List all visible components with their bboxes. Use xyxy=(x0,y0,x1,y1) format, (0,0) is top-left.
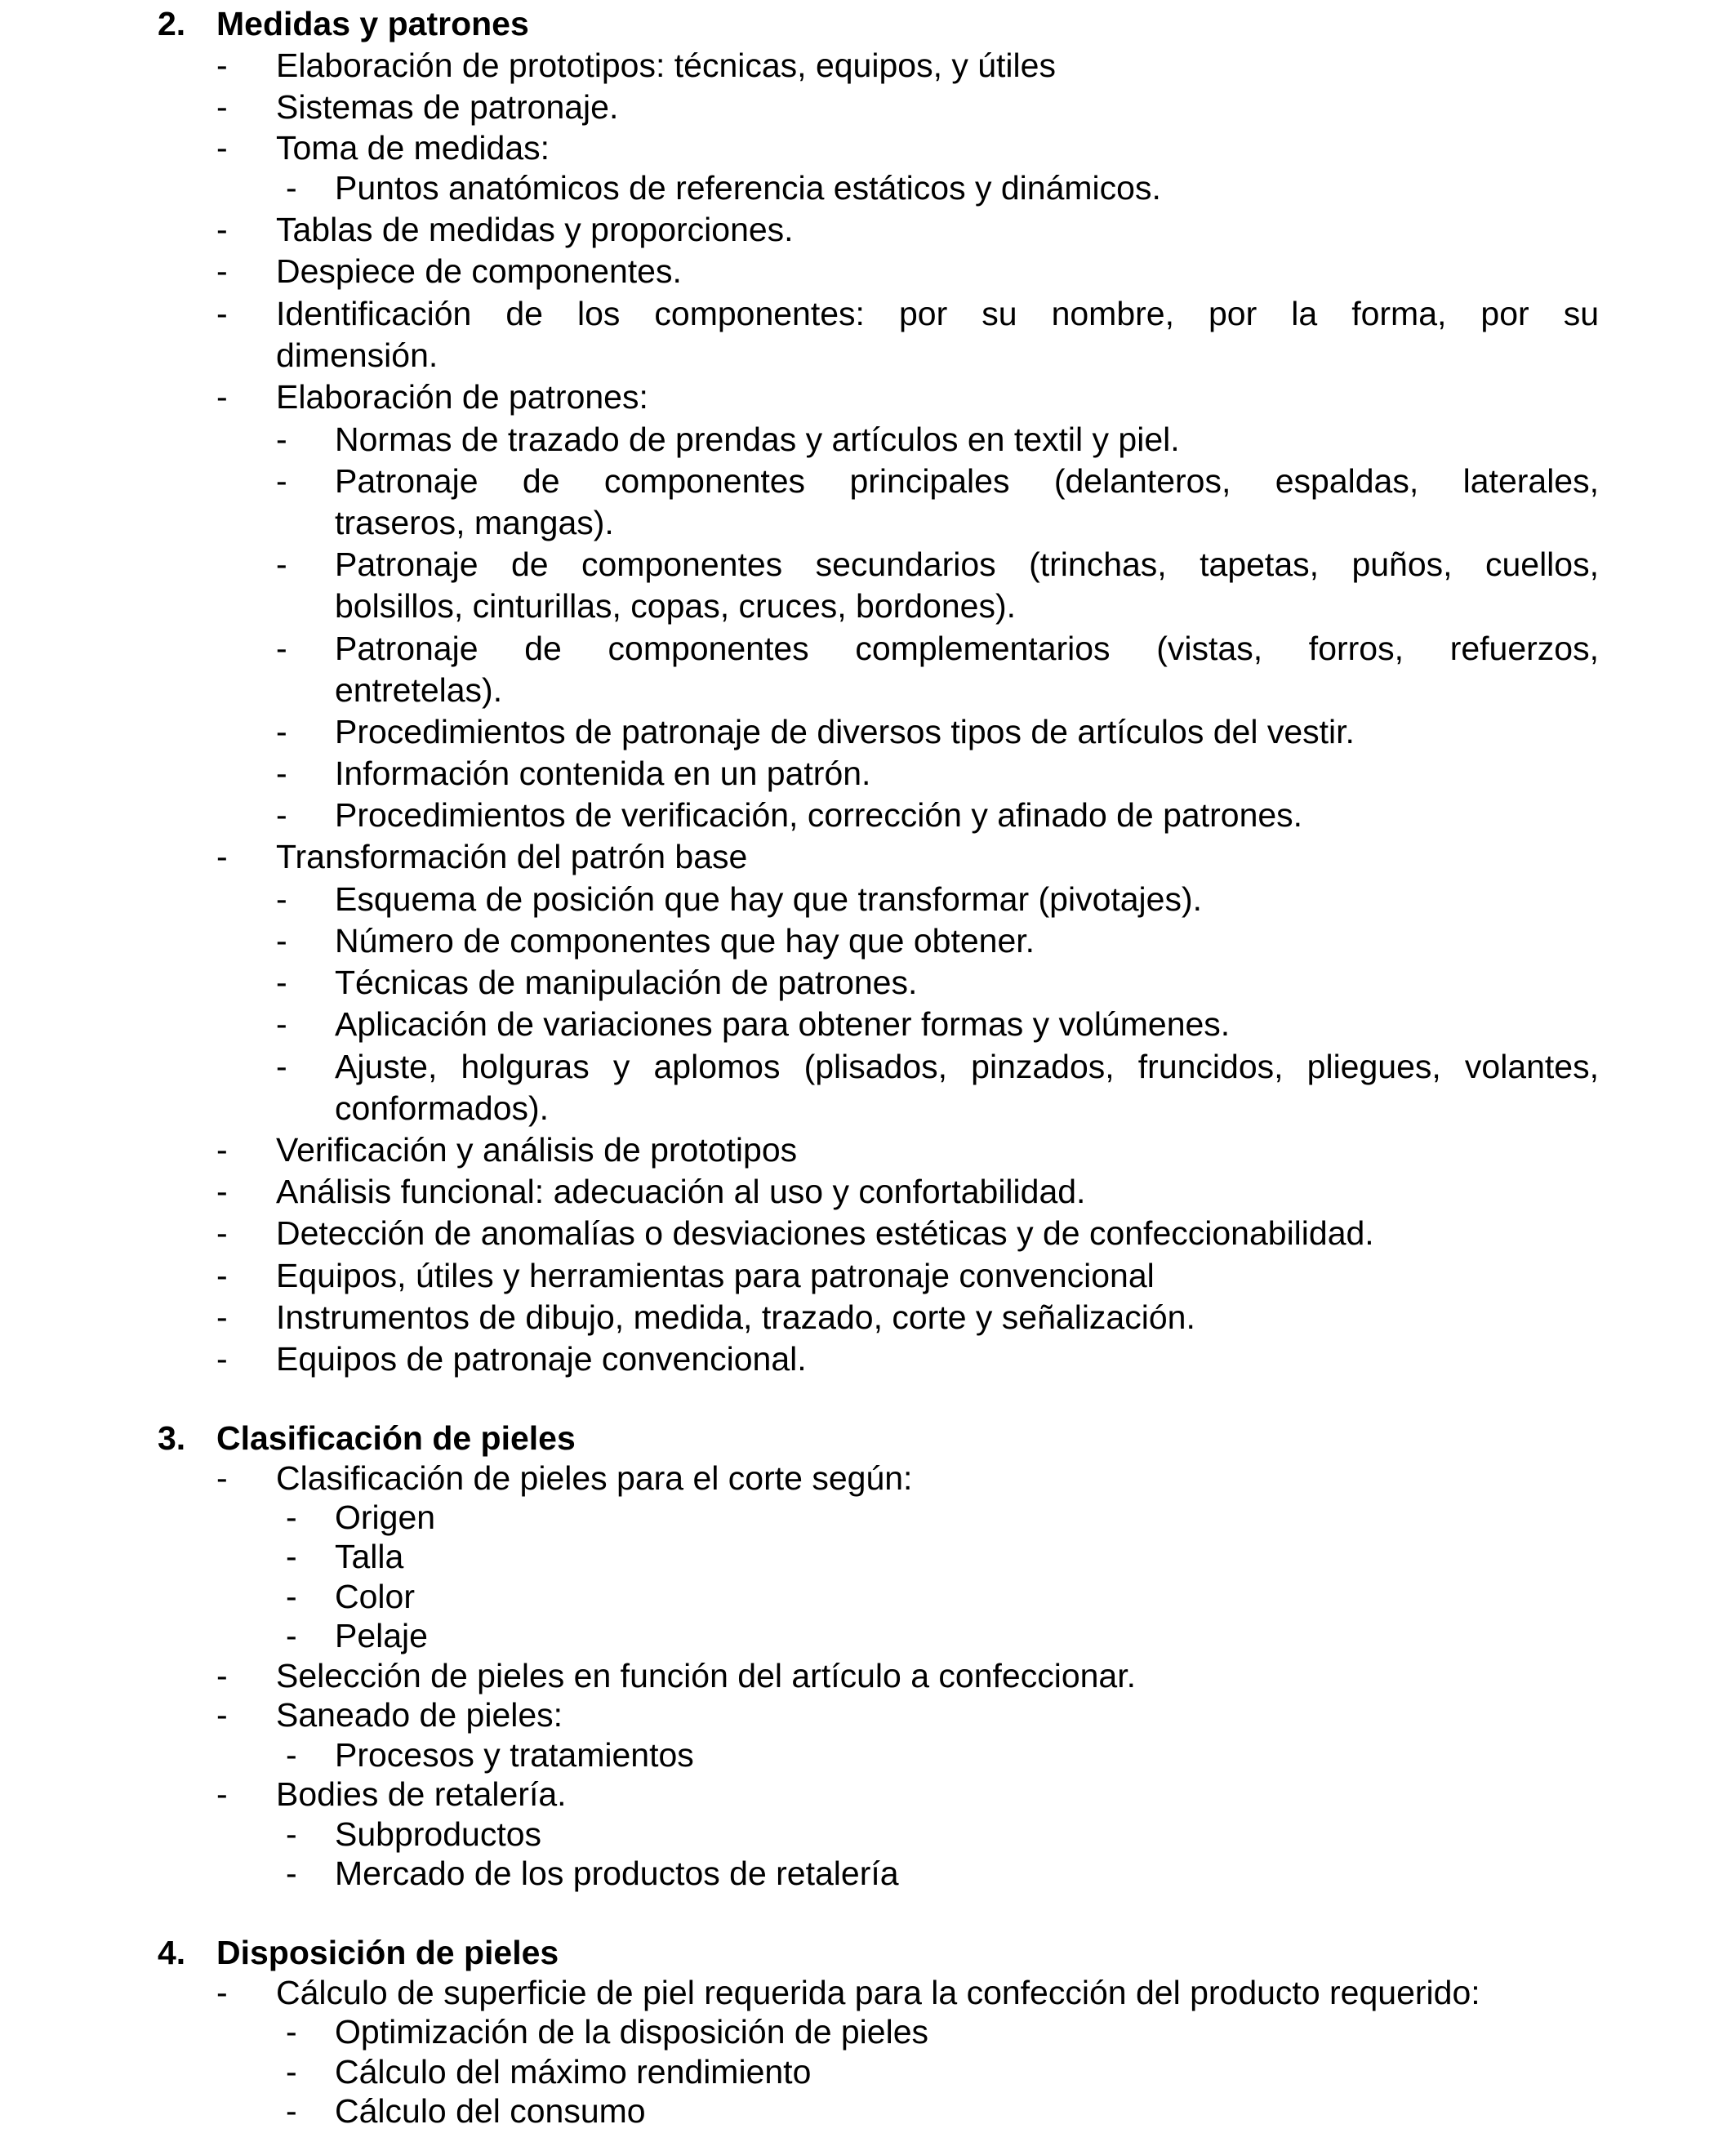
list-dash: - xyxy=(216,1775,228,1813)
list-dash: - xyxy=(286,1815,297,1853)
list-dash: - xyxy=(276,880,287,918)
list-dash: - xyxy=(286,169,297,207)
list-item-text: Análisis funcional: adecuación al uso y confortabilidad. xyxy=(276,1173,1086,1210)
list-dash: - xyxy=(216,1298,228,1336)
list-dash: - xyxy=(286,1855,297,1892)
list-dash: - xyxy=(276,1005,287,1043)
list-item-text: Patronaje de componentes secundarios (trinchas, tapetas, puños, cuellos, xyxy=(335,546,1599,583)
list-dash: - xyxy=(216,1340,228,1378)
list-item-text: conformados). xyxy=(335,1089,550,1127)
list-item-text: Subproductos xyxy=(335,1815,542,1853)
list-dash: - xyxy=(216,47,228,84)
section-title: Disposición de pieles xyxy=(216,1934,559,1971)
list-dash: - xyxy=(216,838,228,875)
list-item-text: Información contenida en un patrón. xyxy=(335,755,871,792)
list-item-text: Cálculo de superficie de piel requerida para la confección del producto requerido: xyxy=(276,1974,1480,2011)
list-dash: - xyxy=(216,378,228,416)
list-dash: - xyxy=(276,755,287,792)
list-dash: - xyxy=(216,1696,228,1734)
list-item-text: bolsillos, cinturillas, copas, cruces, bordones). xyxy=(335,587,1017,625)
list-dash: - xyxy=(286,1578,297,1615)
list-item-text: Equipos, útiles y herramientas para patronaje convencional xyxy=(276,1257,1155,1294)
list-dash: - xyxy=(276,421,287,458)
list-item-text: Optimización de la disposición de pieles xyxy=(335,2013,929,2051)
list-item-text: Instrumentos de dibujo, medida, trazado, corte y señalización. xyxy=(276,1298,1195,1336)
list-item-text: entretelas). xyxy=(335,671,503,709)
list-dash: - xyxy=(216,1459,228,1497)
list-dash: - xyxy=(276,922,287,960)
list-item-text: Bodies de retalería. xyxy=(276,1775,567,1813)
list-dash: - xyxy=(276,462,287,500)
list-item-text: Procesos y tratamientos xyxy=(335,1736,694,1774)
list-item-text: Normas de trazado de prendas y artículos en textil y piel. xyxy=(335,421,1180,458)
list-item-text: Selección de pieles en función del artículo a confeccionar. xyxy=(276,1657,1137,1694)
list-dash: - xyxy=(276,796,287,834)
list-item-text: Patronaje de componentes principales (delanteros, espaldas, laterales, xyxy=(335,462,1599,500)
list-dash: - xyxy=(216,129,228,167)
list-dash: - xyxy=(276,713,287,750)
list-dash: - xyxy=(216,295,228,332)
list-item-text: dimensión. xyxy=(276,336,438,374)
list-dash: - xyxy=(216,1974,228,2011)
list-item-text: Origen xyxy=(335,1499,436,1536)
section-number: 3. xyxy=(158,1419,186,1457)
list-item-text: Transformación del patrón base xyxy=(276,838,748,875)
list-item-text: Aplicación de variaciones para obtener formas y volúmenes. xyxy=(335,1005,1231,1043)
list-item-text: Equipos de patronaje convencional. xyxy=(276,1340,807,1378)
list-item-text: Clasificación de pieles para el corte según: xyxy=(276,1459,913,1497)
list-item-text: Número de componentes que hay que obtener. xyxy=(335,922,1035,960)
list-dash: - xyxy=(216,252,228,290)
section-number: 2. xyxy=(158,5,186,42)
section-title: Clasificación de pieles xyxy=(216,1419,576,1457)
list-item-text: Esquema de posición que hay que transformar (pivotajes). xyxy=(335,880,1203,918)
list-item-text: Tablas de medidas y proporciones. xyxy=(276,211,794,248)
list-dash: - xyxy=(286,2013,297,2051)
list-dash: - xyxy=(216,1173,228,1210)
list-item-text: Sistemas de patronaje. xyxy=(276,88,619,126)
list-dash: - xyxy=(286,1499,297,1536)
list-dash: - xyxy=(286,2053,297,2091)
list-item-text: Técnicas de manipulación de patrones. xyxy=(335,964,918,1001)
list-dash: - xyxy=(216,1131,228,1169)
list-dash: - xyxy=(286,1538,297,1575)
list-item-text: Procedimientos de patronaje de diversos tipos de artículos del vestir. xyxy=(335,713,1355,750)
section-number: 4. xyxy=(158,1934,186,1971)
list-item-text: Ajuste, holguras y aplomos (plisados, pinzados, fruncidos, pliegues, volantes, xyxy=(335,1048,1599,1085)
list-dash: - xyxy=(286,1617,297,1654)
list-item-text: Elaboración de patrones: xyxy=(276,378,648,416)
list-item-text: Detección de anomalías o desviaciones estéticas y de confeccionabilidad. xyxy=(276,1214,1374,1252)
list-dash: - xyxy=(276,630,287,667)
list-item-text: Procedimientos de verificación, corrección y afinado de patrones. xyxy=(335,796,1303,834)
list-dash: - xyxy=(216,1257,228,1294)
list-item-text: Patronaje de componentes complementarios (vistas, forros, refuerzos, xyxy=(335,630,1599,667)
list-item-text: Identificación de los componentes: por su nombre, por la forma, por su xyxy=(276,295,1599,332)
list-item-text: Pelaje xyxy=(335,1617,428,1654)
list-item-text: Elaboración de prototipos: técnicas, equipos, y útiles xyxy=(276,47,1056,84)
list-item-text: Talla xyxy=(335,1538,404,1575)
list-dash: - xyxy=(286,1736,297,1774)
list-dash: - xyxy=(216,1657,228,1694)
list-item-text: Despiece de componentes. xyxy=(276,252,682,290)
list-item-text: Verificación y análisis de prototipos xyxy=(276,1131,798,1169)
list-dash: - xyxy=(286,2092,297,2130)
list-item-text: Color xyxy=(335,1578,415,1615)
list-dash: - xyxy=(216,1214,228,1252)
list-dash: - xyxy=(216,211,228,248)
list-item-text: Cálculo del máximo rendimiento xyxy=(335,2053,812,2091)
list-item-text: Toma de medidas: xyxy=(276,129,550,167)
section-title: Medidas y patrones xyxy=(216,5,529,42)
list-item-text: traseros, mangas). xyxy=(335,504,614,541)
list-item-text: Mercado de los productos de retalería xyxy=(335,1855,899,1892)
list-dash: - xyxy=(276,546,287,583)
list-item-text: Puntos anatómicos de referencia estáticos y dinámicos. xyxy=(335,169,1161,207)
list-dash: - xyxy=(276,1048,287,1085)
list-item-text: Saneado de pieles: xyxy=(276,1696,563,1734)
list-item-text: Cálculo del consumo xyxy=(335,2092,646,2130)
list-dash: - xyxy=(216,88,228,126)
list-dash: - xyxy=(276,964,287,1001)
